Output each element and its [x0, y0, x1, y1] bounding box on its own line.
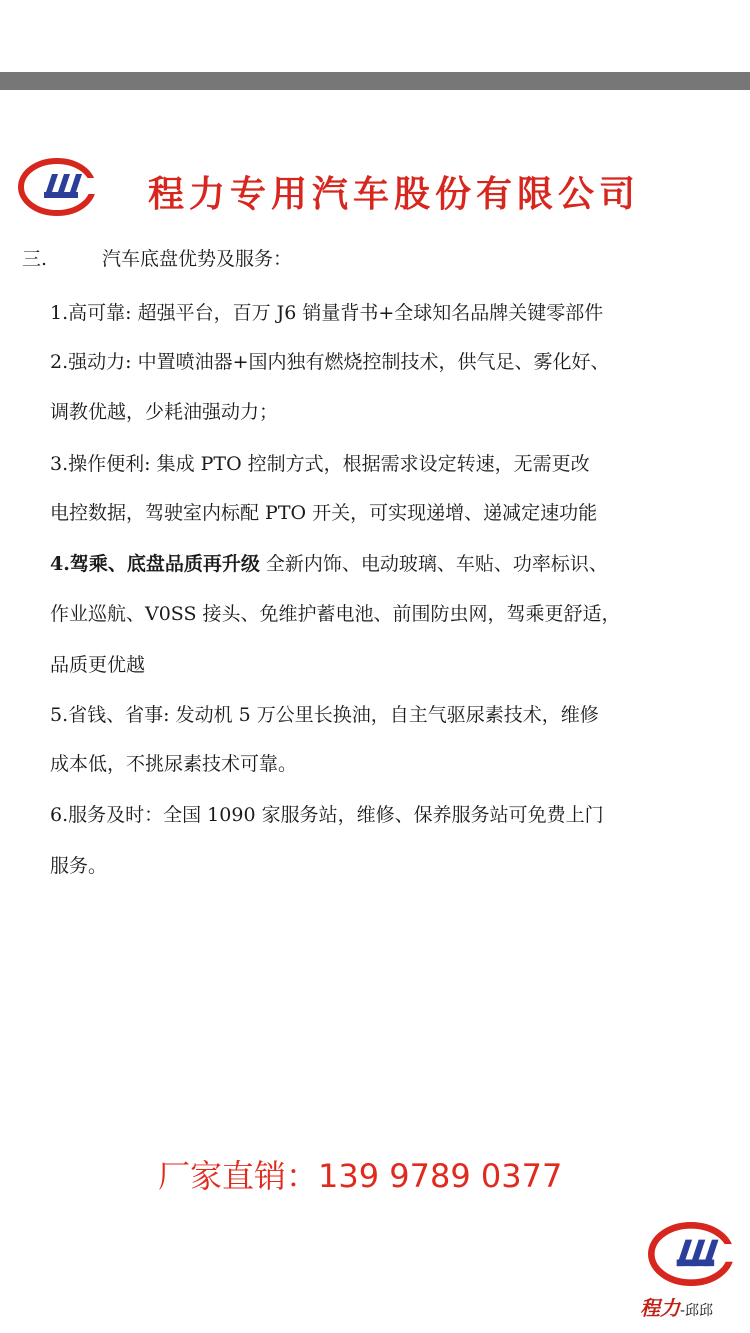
- signature-name: -邱邱: [680, 1303, 714, 1319]
- clw-logo-icon: [18, 158, 96, 216]
- feature-5-line-2: 成本低，不挑尿素技术可靠。: [50, 753, 298, 775]
- feature-4-line-2: 作业巡航、V0SS 接头、免维护蓄电池、前围防虫网，驾乘更舒适，: [50, 603, 621, 625]
- sales-hotline: 厂家直销：139 9789 0377: [158, 1157, 563, 1195]
- feature-1-line-1: 1.高可靠: 超强平台，百万 J6 销量背书+全球知名品牌关键零部件: [50, 302, 604, 324]
- clw-logo-icon: [648, 1222, 734, 1286]
- section-heading: [22, 244, 292, 271]
- feature-2-line-1: 2.强动力: 中置喷油器+国内独有燃烧控制技术，供气足、雾化好、: [50, 351, 610, 373]
- section-title: 汽车底盘优势及服务：: [102, 248, 293, 270]
- top-divider-bar: [0, 72, 750, 90]
- feature-6-line-1: 6.服务及时：全国 1090 家服务站，维修、保养服务站可免费上门: [50, 804, 604, 826]
- feature-4-line-3: 品质更优越: [50, 654, 146, 676]
- feature-4-line-1: 4.驾乘、底盘品质再升级 全新内饰、电动玻璃、车贴、功率标识、: [50, 553, 608, 575]
- feature-6-line-2: 服务。: [50, 855, 108, 877]
- signature-watermark: [640, 1292, 713, 1321]
- top-blank-band: [0, 0, 750, 72]
- feature-3-line-1: 3.操作便利: 集成 PTO 控制方式，根据需求设定转速，无需更改: [50, 453, 590, 475]
- signature-brand: 程力: [640, 1296, 680, 1320]
- feature-2-line-2: 调教优越，少耗油强动力；: [50, 401, 279, 423]
- feature-3-line-2: 电控数据，驾驶室内标配 PTO 开关，可实现递增、递减定速功能: [50, 502, 598, 524]
- section-number: 三.: [22, 248, 48, 270]
- company-name: 程力专用汽车股份有限公司: [148, 174, 641, 215]
- feature-5-line-1: 5.省钱、省事: 发动机 5 万公里长换油，自主气驱尿素技术，维修: [50, 704, 599, 726]
